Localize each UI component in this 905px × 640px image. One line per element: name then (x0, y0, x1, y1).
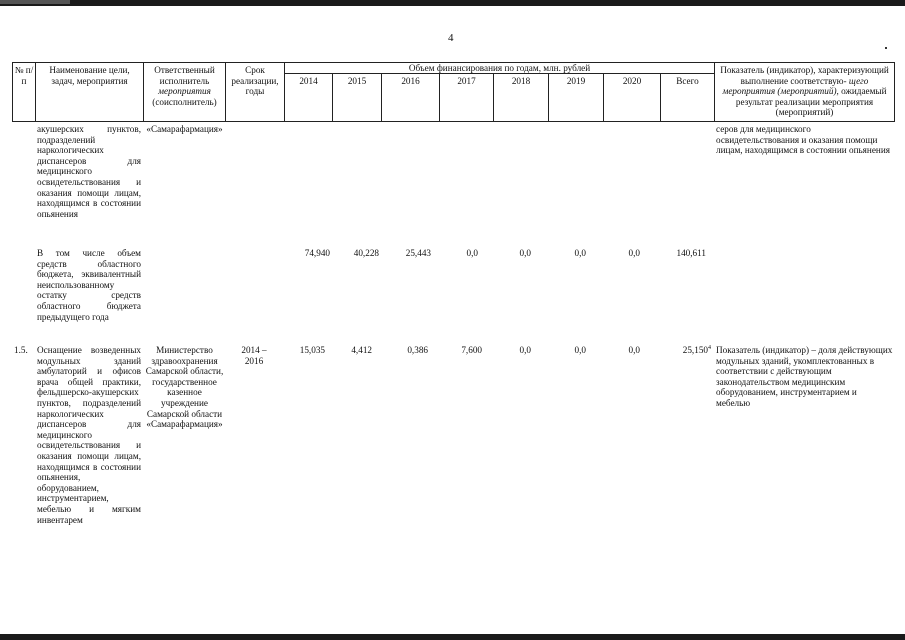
row-1-5-indicator: Показатель (индикатор) – доля действующих модульных зданий, укомплектованных в соответствии с действующим законодательством медицинским оборудованием, инструментарием и мебелью (716, 345, 893, 408)
header-executor (145, 65, 224, 107)
header-year-2016: 2016 (401, 76, 420, 86)
header-name: Наименование цели, задач, мероприятия (49, 65, 130, 86)
header-indicator-line3: ожидаемый результат реализации мероприятия (мероприятий) (735, 86, 887, 118)
header-executor-line3: (соисполнитель) (152, 96, 217, 107)
header-indicator-line1: Показатель (индикатор), характеризующий выполнение соответствую- (720, 65, 889, 86)
header-year-2015: 2015 (347, 76, 367, 86)
regional-2015: 40,228 (353, 248, 379, 258)
row-1-5-2015: 4,412 (351, 345, 372, 355)
page-number: 4 (448, 32, 454, 44)
header-bottom-border (12, 121, 894, 122)
top-border-tab (0, 0, 70, 4)
row-1-5-2019: 0,0 (574, 345, 586, 355)
regional-2018: 0,0 (519, 248, 531, 258)
regional-2014: 74,940 (304, 248, 330, 258)
regional-budget-name: В том числе объем средств областного бюджета, эквивалентный неиспользованному остатку средств областного бюджета предыдущего года (37, 248, 141, 322)
row-1-5-2020: 0,0 (628, 345, 640, 355)
header-total: Всего (676, 76, 699, 86)
row-1-5-total-footnote: 4 (708, 344, 711, 351)
continuation-name: акушерских пунктов, подразделений наркологических диспансеров для медицинского освидетельствования и оказания помощи лицам, находящимся в состоянии опьянения (37, 124, 141, 219)
header-year-2020: 2020 (622, 76, 642, 86)
grid-col-executor-right (225, 62, 226, 122)
header-funding-title: Объем финансирования по годам, млн. рублей (408, 63, 591, 73)
regional-2019: 0,0 (574, 248, 586, 258)
row-1-5-name: Оснащение возведенных модульных зданий амбулаторий и офисов врача общей практики, фельдшерско-акушерских пунктов, подразделений наркологических диспансеров для медицинского освидетельствования и оказания помощи лицам, находящимся в состоянии опьянения, оборудованием, инструментарием, мебелью и мягким инвентарем (37, 345, 141, 525)
continuation-indicator: серов для медицинского освидетельствования и оказания помощи лицам, находящимся в состоянии опьянения (716, 124, 890, 156)
regional-total: 140,611 (676, 248, 706, 258)
header-num: № п/п (14, 65, 34, 86)
header-executor-line2: мероприятия (158, 86, 211, 97)
scan-speck (885, 47, 887, 49)
regional-2020: 0,0 (628, 248, 640, 258)
row-1-5-2014: 15,035 (299, 345, 325, 355)
regional-2016: 25,443 (405, 248, 431, 258)
row-1-5-executor: Министерство здравоохранения Самарской области, государственное казенное учреждение Самарской области «Самарафармация» (145, 345, 224, 430)
header-year-2017: 2017 (457, 76, 476, 86)
header-period: Срок реализации, годы (231, 65, 279, 97)
bottom-border-bar (0, 634, 905, 640)
header-executor-line1: Ответственный исполнитель (154, 65, 215, 86)
row-1-5-2018: 0,0 (519, 345, 531, 355)
row-1-5-period: 2014 – 2016 (241, 345, 267, 366)
grid-col-name-right (143, 62, 144, 122)
continuation-executor: «Самарафармация» (146, 124, 223, 134)
row-1-5-number: 1.5. (14, 345, 28, 355)
grid-col-total-right (714, 62, 715, 122)
header-year-2018: 2018 (511, 76, 531, 86)
top-border-bar (0, 0, 905, 6)
grid-col-num-right (35, 62, 36, 122)
row-1-5-2016: 0,386 (407, 345, 428, 355)
header-year-2019: 2019 (566, 76, 586, 86)
grid-col-period-right (284, 62, 285, 122)
row-1-5-total-value: 25,150 (682, 345, 708, 355)
row-1-5-total (661, 345, 711, 356)
regional-2017: 0,0 (466, 248, 478, 258)
grid-right-border (894, 62, 895, 122)
header-indicator-line2: щего мероприятия (мероприятий), (722, 75, 869, 97)
header-year-2014: 2014 (299, 76, 318, 86)
row-1-5-2017: 7,600 (461, 345, 482, 355)
header-indicator (716, 65, 893, 118)
